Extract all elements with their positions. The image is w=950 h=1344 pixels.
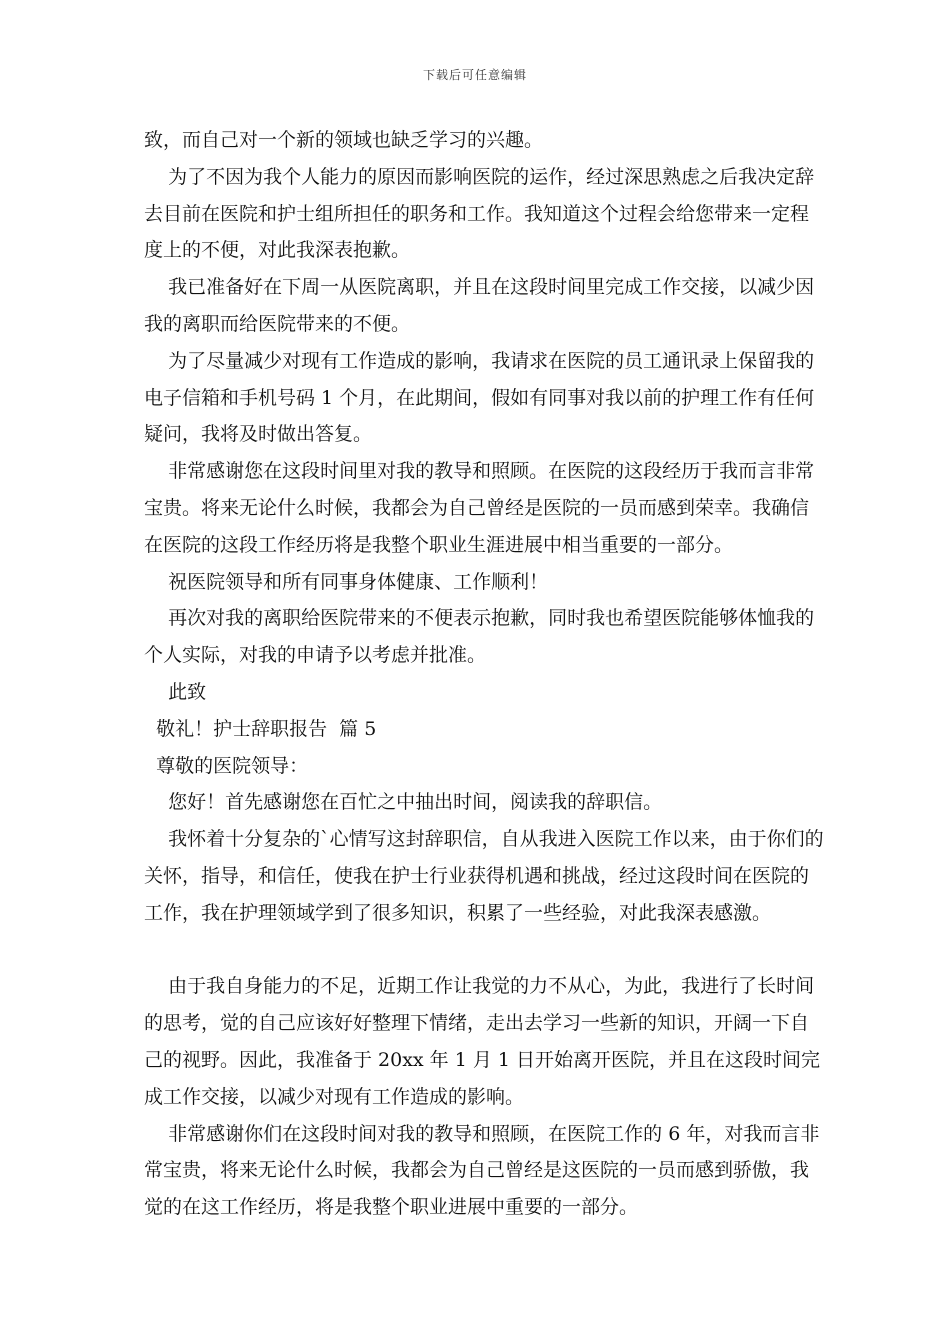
paragraph: 您好！首先感谢您在百忙之中抽出时间，阅读我的辞职信。 [144,791,663,814]
blank-line [144,932,824,969]
paragraph: 由于我自身能力的不足，近期工作让我觉的力不从心，为此，我进行了长时间的思考，觉的自己应该好好整理下情绪，走出去学习一些新的知识，开阔一下自己的视野。因此，我准备于 20xx 年 1 月 1 日开始离开医院，并且在这段时间完成工作交接，以减少对现有工作造成的影响。 [144,975,821,1108]
paragraph: 祝医院领导和所有同事身体健康、工作顺利！ [144,570,549,593]
paragraph: 非常感谢您在这段时间里对我的教导和照顾。在医院的这段经历于我而言非常宝贵。将来无论什么时候，我都会为自己曾经是医院的一员而感到荣幸。我确信在医院的这段工作经历将是我整个职业生涯进展中相当重要的一部分。 [144,460,815,556]
paragraph: 我怀着十分复杂的`心情写这封辞职信，自从我进入医院工作以来，由于你们的关怀，指导，和信任，使我在护士行业获得机遇和挑战，经过这段时间在医院的工作，我在护理领域学到了很多知识，积累了一些经验，对此我深表感激。 [144,828,824,924]
paragraph: 我已准备好在下周一从医院离职，并且在这段时间里完成工作交接，以减少因我的离职而给医院带来的不便。 [144,276,815,335]
paragraph: 再次对我的离职给医院带来的不便表示抱歉，同时我也希望医院能够体恤我的个人实际，对我的申请予以考虑并批准。 [144,607,815,667]
document-body [144,122,824,1226]
page-header: 下载后可任意编辑 [422,68,527,82]
section-title: 敬礼！护士辞职报告 篇 5 [144,717,377,740]
paragraph: 致，而自己对一个新的领域也缺乏学习的兴趣。 [144,129,544,151]
paragraph: 为了尽量减少对现有工作造成的影响，我请求在医院的员工通讯录上保留我的电子信箱和手机号码 1 个月，在此期间，假如有同事对我以前的护理工作有任何疑问，我将及时做出答复。 [144,349,815,446]
paragraph: 为了不因为我个人能力的原因而影响医院的运作，经过深思熟虑之后我决定辞去目前在医院和护士组所担任的职务和工作。我知道这个过程会给您带来一定程度上的不便，对此我深表抱歉。 [144,165,815,262]
paragraph: 非常感谢你们在这段时间对我的教导和照顾，在医院工作的 6 年，对我而言非常宝贵，将来无论什么时候，我都会为自己曾经是这医院的一员而感到骄傲，我觉的在这工作经历，将是我整个职业进展中重要的一部分。 [144,1122,820,1219]
salutation: 尊敬的医院领导： [144,754,309,777]
closing-line: 此致 [144,680,207,703]
